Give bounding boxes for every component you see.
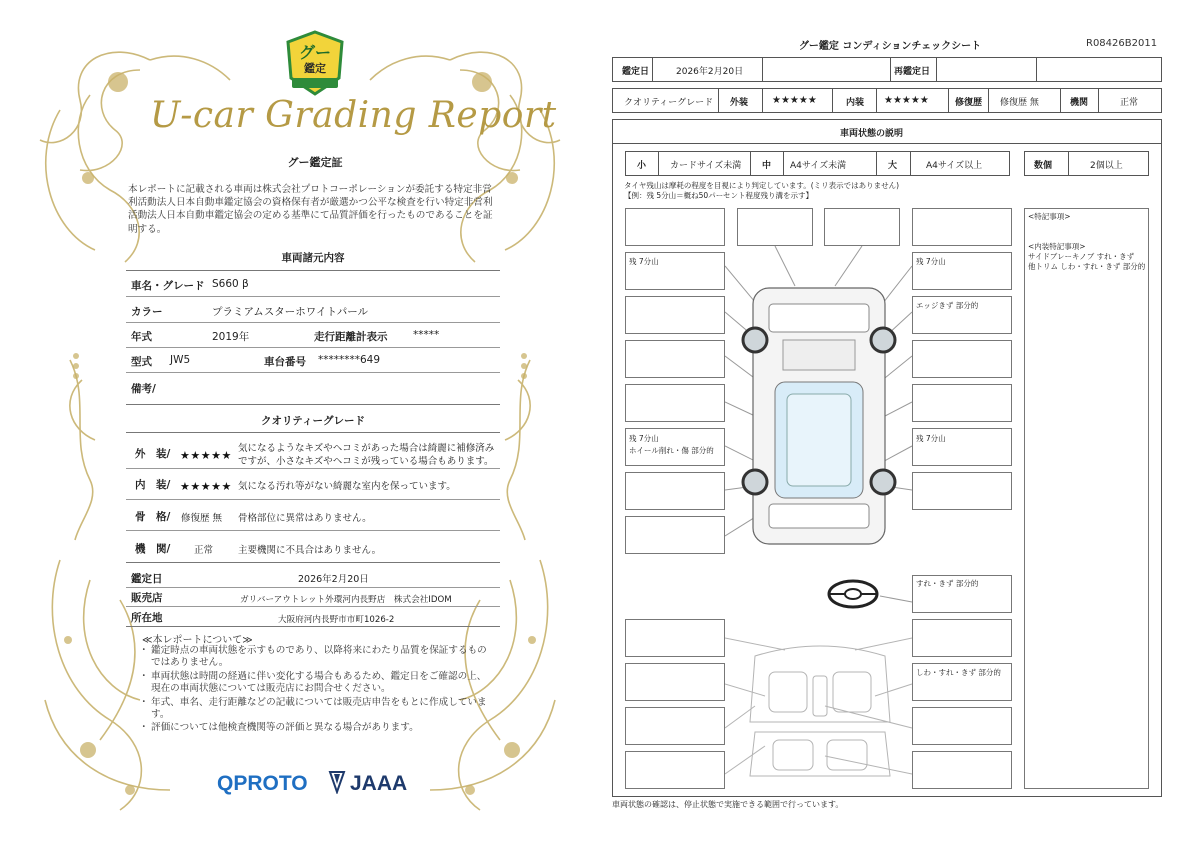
reappraisal-label: 再鑑定日 bbox=[894, 67, 931, 77]
exterior-desc-2: ですが、小さなキズやヘコミが残っている場合もあります。 bbox=[238, 456, 494, 467]
cell-divider bbox=[652, 57, 653, 82]
comment-frame bbox=[625, 340, 725, 378]
year-value: 2019年 bbox=[212, 331, 250, 343]
address-label: 所在地 bbox=[131, 612, 163, 624]
engine-desc: 主要機関に不具合はありません。 bbox=[238, 545, 382, 556]
steering-wheel-icon bbox=[826, 578, 880, 610]
leader-line bbox=[880, 594, 914, 604]
cell-divider bbox=[876, 88, 877, 113]
chassis-value: ********649 bbox=[318, 354, 381, 366]
report-script-title: U-car Grading Report bbox=[150, 95, 557, 136]
car-top-view-diagram bbox=[725, 246, 915, 576]
frame-value: 修復歴 無 bbox=[181, 513, 223, 524]
special-heading: <特記事項> bbox=[1028, 212, 1071, 221]
dealer-label: 販売店 bbox=[131, 592, 163, 604]
cell-divider bbox=[658, 151, 659, 176]
state-heading: 車両状態の説明 bbox=[840, 129, 904, 139]
sheet-engine-label: 機関 bbox=[1070, 98, 1089, 108]
divider bbox=[126, 432, 500, 433]
note-item: ・ 評価については他検査機関等の評価と異なる場合があります。 bbox=[140, 722, 492, 734]
certificate-intro: 本レポートに記載される車両は株式会社プロトコーポレーションが委託する特定非営利活動法人日本自動車鑑定協会の資格保有者が厳選かつ公平な検査を行い特定非営利活動法人日本自動車鑑定協会の定める基準にて品質評価を行ったものであることを証明する。 bbox=[128, 184, 493, 235]
fl-tire-note: 残 7分山 bbox=[629, 257, 659, 266]
cell-divider bbox=[1068, 151, 1069, 176]
sheet-footer-note: 車両状態の確認は、停止状態で実施できる範囲で行っています。 bbox=[612, 800, 844, 809]
interior-desc: 気になる汚れ等がない綺麗な室内を保っています。 bbox=[238, 481, 456, 492]
interior-special-1: サイドブレーキノブ すれ・きず bbox=[1028, 252, 1135, 261]
comment-frame bbox=[912, 472, 1012, 510]
size-mid-label: 中 bbox=[762, 161, 772, 171]
comment-frame bbox=[912, 707, 1012, 745]
divider bbox=[126, 468, 500, 469]
sheet-quality-label: クオリティーグレード bbox=[624, 98, 714, 108]
comment-frame bbox=[625, 516, 725, 554]
appraisal-date-value: 2026年2月20日 bbox=[298, 574, 369, 585]
sheet-engine-value: 正常 bbox=[1120, 98, 1139, 108]
cell-divider bbox=[1098, 88, 1099, 113]
divider bbox=[126, 347, 500, 348]
rr-tire-note: 残 7分山 bbox=[916, 434, 946, 443]
size-large-label: 大 bbox=[888, 161, 898, 171]
comment-frame bbox=[625, 751, 725, 789]
cell-divider bbox=[890, 57, 891, 82]
note-item: ・ 年式、車名、走行距離などの記載については販売店申告をもとに作成しています。 bbox=[140, 697, 492, 722]
interior-stars: ★★★★★ bbox=[180, 480, 232, 493]
cell-divider bbox=[832, 88, 833, 113]
exterior-desc-1: 気になるようなキズやヘコミがあった場合は綺麗に補修済み bbox=[238, 443, 495, 454]
car-name-value: S660 β bbox=[212, 278, 249, 290]
engine-label: 機 関/ bbox=[135, 543, 171, 555]
note-item: ・ 鑑定時点の車両状態を示すものであり、以降将来にわたり品質を保証するものではありません。 bbox=[140, 645, 492, 670]
comment-frame bbox=[625, 208, 725, 246]
sheet-interior-label: 内装 bbox=[846, 98, 865, 108]
logo-bottom-text: 鑑定 bbox=[304, 62, 326, 75]
size-large-desc: A4サイズ以上 bbox=[926, 161, 983, 171]
rl-tire-note: 残 7分山 bbox=[629, 434, 659, 443]
interior-special-2: 他トリム しわ・すれ・きず 部分的 bbox=[1028, 262, 1146, 271]
sheet-date-value: 2026年2月20日 bbox=[676, 67, 744, 77]
steering-note: すれ・きず 部分的 bbox=[916, 579, 979, 588]
sheet-exterior-label: 外装 bbox=[730, 98, 749, 108]
size-small-desc: カードサイズ未満 bbox=[670, 161, 742, 171]
size-mid-desc: A4サイズ未満 bbox=[790, 161, 847, 171]
appraisal-date-label: 鑑定日 bbox=[131, 573, 163, 585]
address-value: 大阪府河内長野市市町1026-2 bbox=[278, 615, 395, 625]
divider bbox=[126, 296, 500, 297]
notes-heading: ≪本レポートについて≫ bbox=[142, 635, 253, 646]
proto-logo-text: PROTO bbox=[233, 772, 308, 795]
tire-note-1: タイヤ残山は摩耗の程度を目視により判定しています。(ミリ表示ではありません) bbox=[624, 181, 900, 190]
color-label: カラー bbox=[131, 306, 163, 318]
goo-appraisal-logo bbox=[284, 30, 346, 96]
dealer-value: ガリバーアウトレット外環河内長野店 株式会社IDOM bbox=[240, 595, 452, 605]
divider bbox=[126, 499, 500, 500]
comment-frame bbox=[625, 296, 725, 334]
model-value: JW5 bbox=[170, 354, 191, 366]
sheet-date-label: 鑑定日 bbox=[622, 67, 650, 77]
frame-desc: 骨格部位に異常はありません。 bbox=[238, 513, 372, 524]
sheet-repair-value: 修復歴 無 bbox=[1000, 98, 1039, 108]
cell-divider bbox=[1060, 88, 1061, 113]
comment-frame bbox=[625, 472, 725, 510]
comment-frame bbox=[625, 384, 725, 422]
sheet-title: グー鑑定 コンディションチェックシート bbox=[798, 41, 982, 52]
cell-divider bbox=[876, 151, 877, 176]
size-small-label: 小 bbox=[637, 161, 647, 171]
jaaa-emblem-icon bbox=[328, 770, 346, 794]
specs-heading: 車両諸元内容 bbox=[281, 252, 345, 264]
count-value: 2個以上 bbox=[1090, 161, 1123, 171]
comment-frame bbox=[912, 208, 1012, 246]
comment-frame bbox=[824, 208, 900, 246]
cell-divider bbox=[750, 151, 751, 176]
count-label: 数個 bbox=[1034, 161, 1053, 171]
divider bbox=[126, 372, 500, 373]
frame-label: 骨 格/ bbox=[135, 511, 171, 523]
tire-note-2: 【例：残 5分山＝概ね50パーセント程度残り溝を示す】 bbox=[624, 191, 814, 200]
jaaa-logo-text: JAAA bbox=[350, 772, 408, 795]
seat-note: しわ・すれ・きず 部分的 bbox=[916, 668, 1001, 677]
divider bbox=[126, 606, 500, 607]
color-value: プラミアムスターホワイトパール bbox=[212, 306, 369, 318]
engine-value: 正常 bbox=[194, 545, 214, 556]
exterior-label: 外 装/ bbox=[135, 448, 171, 460]
comment-frame bbox=[737, 208, 813, 246]
chassis-label: 車台番号 bbox=[264, 356, 306, 368]
cell-divider bbox=[762, 57, 763, 82]
proto-logo bbox=[217, 772, 308, 796]
comment-frame bbox=[912, 384, 1012, 422]
certificate-heading: グー鑑定証 bbox=[287, 156, 343, 169]
comment-frame bbox=[625, 663, 725, 701]
cell-divider bbox=[783, 151, 784, 176]
comment-frame bbox=[625, 619, 725, 657]
car-name-label: 車名・グレード bbox=[131, 280, 205, 292]
report-id: R08426B2011 bbox=[1086, 38, 1158, 49]
interior-label: 内 装/ bbox=[135, 479, 171, 491]
cell-divider bbox=[936, 57, 937, 82]
condition-check-sheet bbox=[600, 0, 1200, 848]
mileage-value: ***** bbox=[413, 329, 440, 341]
cell-divider bbox=[718, 88, 719, 113]
proto-q-icon: Q bbox=[217, 772, 234, 795]
divider bbox=[126, 404, 500, 405]
divider bbox=[126, 530, 500, 531]
comment-frame bbox=[912, 751, 1012, 789]
note-item: ・ 車両状態は時間の経過に伴い変化する場合もあるため、鑑定日をご確認の上、現在の車両状態については販売店にお問合せください。 bbox=[140, 671, 492, 696]
special-notes-panel bbox=[1024, 208, 1149, 789]
edge-scratch-note: エッジきず 部分的 bbox=[916, 301, 979, 310]
logo-top-text: グー bbox=[298, 43, 331, 62]
quality-heading: クオリティーグレード bbox=[261, 415, 365, 427]
divider bbox=[126, 562, 500, 563]
cell-divider bbox=[988, 88, 989, 113]
divider bbox=[126, 322, 500, 323]
rl-wheel-note: ホイール削れ・傷 部分的 bbox=[629, 446, 714, 455]
mileage-label: 走行距離計表示 bbox=[314, 331, 388, 343]
fr-tire-note: 残 7分山 bbox=[916, 257, 946, 266]
remarks-label: 備考/ bbox=[131, 383, 156, 395]
divider bbox=[126, 626, 500, 627]
divider bbox=[126, 587, 500, 588]
cell-divider bbox=[762, 88, 763, 113]
sheet-repair-label: 修復歴 bbox=[955, 98, 983, 108]
exterior-stars: ★★★★★ bbox=[180, 449, 232, 462]
notes-list bbox=[140, 645, 492, 736]
comment-frame bbox=[912, 340, 1012, 378]
comment-frame bbox=[912, 619, 1012, 657]
cell-divider bbox=[1036, 57, 1037, 82]
model-label: 型式 bbox=[131, 356, 152, 368]
cell-divider bbox=[948, 88, 949, 113]
interior-special-heading: <内装特記事項> bbox=[1028, 242, 1086, 251]
comment-frame bbox=[625, 707, 725, 745]
cell-divider bbox=[910, 151, 911, 176]
divider bbox=[126, 270, 500, 271]
sheet-exterior-stars: ★★★★★ bbox=[772, 95, 817, 106]
divider bbox=[612, 143, 1162, 144]
sheet-interior-stars: ★★★★★ bbox=[884, 95, 929, 106]
year-label: 年式 bbox=[131, 331, 152, 343]
interior-diagram bbox=[725, 636, 915, 786]
